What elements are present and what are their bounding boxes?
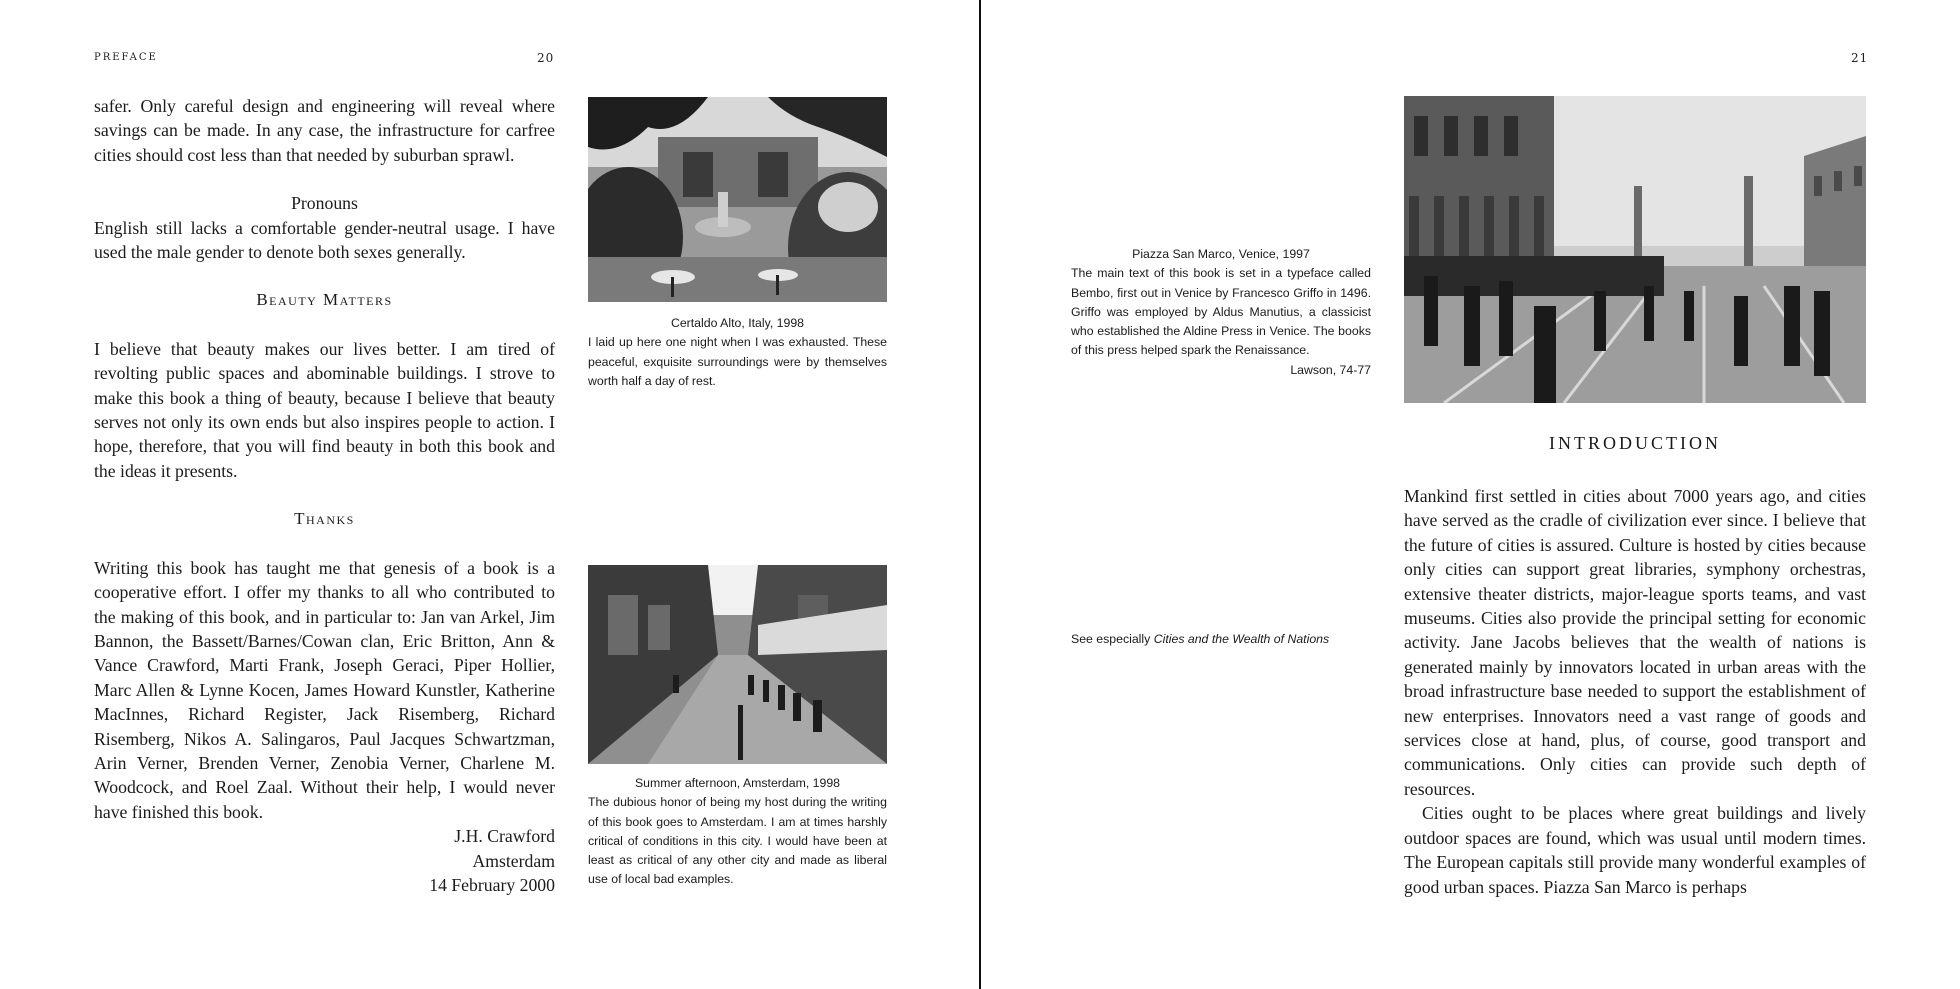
right-page [981, 0, 1960, 989]
courtyard-image [588, 97, 887, 302]
right-main-text [1404, 484, 1866, 899]
beauty-heading: Beauty Matters [256, 290, 393, 310]
paragraph-top: safer. Only careful design and engineering will reveal where savings can be made. In any case, the infrastructure for carfree cities should cost less than that needed by suburban sprawl. [94, 96, 555, 165]
running-head: PREFACE [94, 52, 158, 63]
pronouns-paragraph: English still lacks a comfortable gender-neutral usage. I have used the male gender to denote both sexes generally. [94, 217, 555, 263]
beauty-paragraph: I believe that beauty makes our lives better. I am tired of revolting public spaces and abominable buildings. I strove to make this book a thing of beauty, because I believe that beauty serves not only its own ends but also inspires people to action. I hope, therefore, that you will find beauty in both this book and the ideas it presents. [94, 338, 555, 481]
introduction-heading: INTRODUCTION [1549, 433, 1721, 453]
sidebar-caption-text: The main text of this book is set in a typeface called Bembo, first out in Venice by Francesco Griffo in 1496. Griffo was employed by Aldus Manutius, a classicist who established the Aldine Press in Venice. The books of this press helped spark the Renaissance. [1071, 266, 1371, 358]
caption-certaldo-title: Certaldo Alto, Italy, 1998 [670, 316, 805, 330]
signature-place: Amsterdam [472, 850, 555, 871]
caption-amsterdam [588, 774, 887, 890]
caption-certaldo [588, 314, 887, 391]
left-main-text [94, 94, 555, 897]
sidebar-caption-venice [1071, 245, 1371, 380]
photo-piazza-san-marco [1404, 96, 1866, 403]
caption-amsterdam-title: Summer afternoon, Amsterdam, 1998 [634, 776, 841, 790]
intro-paragraph-1: Mankind first settled in cities about 7000 years ago, and cities have served as the cradle of civilization ever since. I believe that the future of cities is assured. Culture is hosted by cities because only cities can support great libraries, symphony orchestras, extensive theater districts, major-league sports teams, and vast museums. Cities also provide the principal setting for economic activity. Jane Jacobs believes that the wealth of nations is generated mainly by innovators located in urban areas with the broad infrastructure base needed to support the establishment of new enterprises. Innovators need a vast range of goods and services close at hand, plus, of course, good transport and communications. Only cities can provide such depth of resources. [1404, 486, 1866, 799]
sidebar-note-title: Cities and the Wealth of Nations [1153, 632, 1330, 646]
thanks-paragraph: Writing this book has taught me that genesis of a book is a cooperative effort. I offer my thanks to all who contributed to the making of this book, and in particular to: Jan van Arkel, Jim Bannon, the Bassett/Barnes/Cowan clan, Eric Britton, Ann & Vance Crawford, Marti Frank, Joseph Geraci, Piper Hollier, Marc Allen & Lynne Kocen, James Howard Kunstler, Katherine MacInnes, Richard Register, Jack Risemberg, Richard Risemberg, Nikos A. Salingaros, Paul Jacques Schwartzman, Arin Verner, Brenden Verner, Zenobia Verner, Charlene M. Woodcock, and Roel Zaal. Without their help, I would never have finished this book. [94, 557, 555, 822]
sidebar-caption-title: Piazza San Marco, Venice, 1997 [1132, 247, 1310, 261]
sidebar-caption-reference: Lawson, 74-77 [1290, 362, 1371, 377]
piazza-image [1404, 96, 1866, 403]
signature-date: 14 February 2000 [429, 874, 555, 895]
intro-paragraph-2: Cities ought to be places where great buildings and lively outdoor spaces are found, which was usual until modern times. The European capitals still provide many wonderful examples of good urban spaces. Piazza San Marco is perhaps [1404, 803, 1866, 897]
pronouns-heading: Pronouns [291, 193, 358, 214]
thanks-heading: Thanks [294, 509, 355, 529]
sidebar-note [1071, 630, 1391, 649]
sidebar-note-prefix: See especially [1071, 632, 1154, 646]
photo-amsterdam-street [588, 565, 887, 764]
caption-certaldo-text: I laid up here one night when I was exhausted. These peaceful, exquisite surroundings were by themselves worth half a day of rest. [588, 335, 887, 388]
page-number-left: 20 [537, 51, 555, 65]
photo-certaldo-courtyard [588, 97, 887, 302]
page-number-right: 21 [1851, 51, 1869, 65]
caption-amsterdam-text: The dubious honor of being my host during the writing of this book goes to Amsterdam. I am at times harshly critical of conditions in this city. I would have been at least as critical of any other city and made as liberal use of local bad examples. [588, 795, 887, 887]
signature-name: J.H. Crawford [454, 826, 555, 847]
street-image [588, 565, 887, 764]
